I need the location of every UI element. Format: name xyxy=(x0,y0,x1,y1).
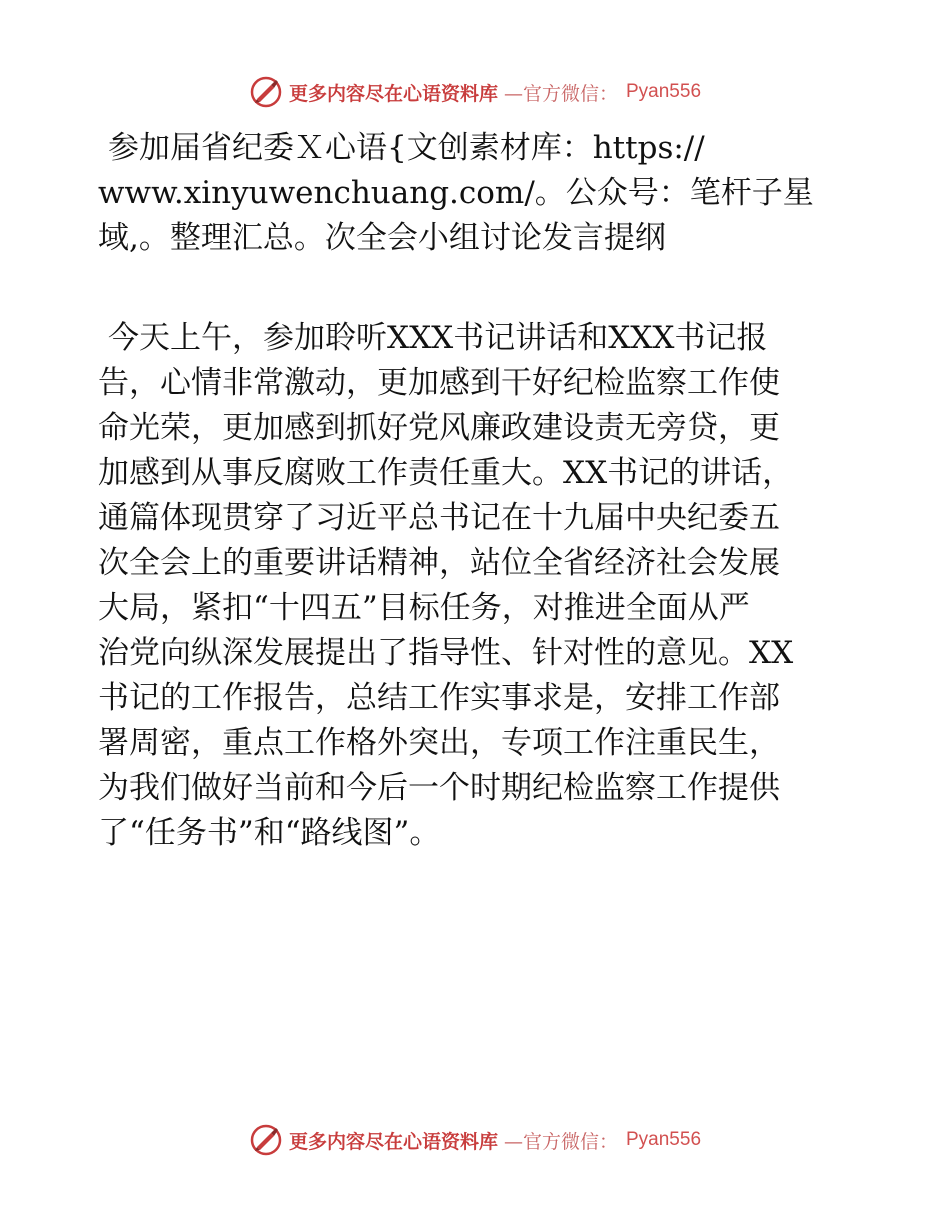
title-line: www.xinyuwenchuang.com/。公众号：笔杆子星 xyxy=(98,175,814,211)
body-line: 大局，紧扣“十四五”目标任务，对推进全面从严 xyxy=(98,590,750,626)
header-banner xyxy=(0,72,950,112)
xinyu-pen-logo-icon xyxy=(249,75,283,109)
document-title xyxy=(98,126,858,261)
body-line: 次全会上的重要讲话精神，站位全省经济社会发展 xyxy=(98,545,780,581)
title-line: 参加届省纪委Ｘ心语{文创素材库：https:// xyxy=(108,130,705,166)
body-line: 今天上午，参加聆听XXX书记讲话和XXX书记报 xyxy=(108,320,768,356)
body-line: 通篇体现贯穿了习近平总书记在十九届中央纪委五 xyxy=(98,500,780,536)
banner-dash-text: —官方微信： xyxy=(503,82,618,105)
body-line: 治党向纵深发展提出了指导性、针对性的意见。XX xyxy=(98,635,794,671)
xinyu-pen-logo-icon xyxy=(249,1123,283,1157)
body-line: 署周密，重点工作格外突出，专项工作注重民生， xyxy=(98,725,780,761)
body-line: 了“任务书”和“路线图”。 xyxy=(98,815,441,851)
banner-dash-text: —官方微信： xyxy=(503,1130,618,1153)
title-line: 域,。整理汇总。次全会小组讨论发言提纲 xyxy=(98,220,666,256)
body-line: 告，心情非常激动，更加感到干好纪检监察工作使 xyxy=(98,365,780,401)
body-line: 加感到从事反腐败工作责任重大。XX书记的讲话， xyxy=(98,455,794,491)
banner-wechat-id: Pyan556 xyxy=(626,81,702,102)
body-line: 命光荣，更加感到抓好党风廉政建设责无旁贷，更 xyxy=(98,410,780,446)
body-line: 书记的工作报告，总结工作实事求是，安排工作部 xyxy=(98,680,780,716)
body-line: 为我们做好当前和今后一个时期纪检监察工作提供 xyxy=(98,770,780,806)
banner-main-text: 更多内容尽在心语资料库 xyxy=(288,82,498,105)
footer-banner xyxy=(0,1120,950,1160)
banner-wechat-id: Pyan556 xyxy=(626,1129,702,1150)
document-body xyxy=(98,316,858,856)
banner-main-text: 更多内容尽在心语资料库 xyxy=(288,1130,498,1153)
